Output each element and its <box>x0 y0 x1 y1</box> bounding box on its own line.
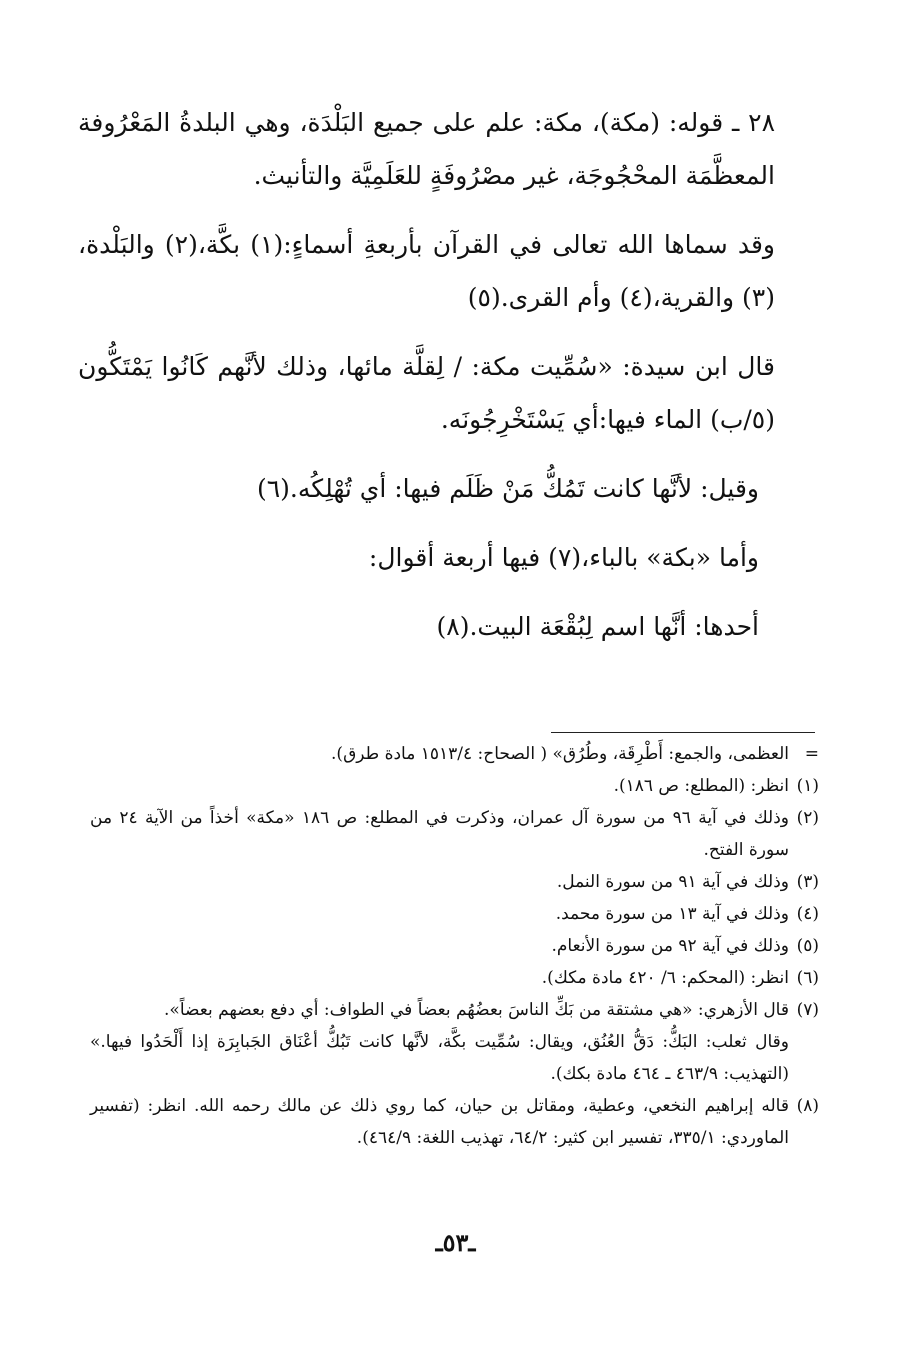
footnote-continuation <box>90 738 819 770</box>
footnote-marker: (٣) <box>796 872 819 892</box>
footnote-text: قاله إبراهيم النخعي، وعطية، ومقاتل بن حيان، كما روي ذلك عن مالك رحمه الله. انظر: (تفسير الماوردي: ٣٣٥/١، تفسير ابن كثير: ٦٤/٢، تهذيب اللغة: ٤٦٤/٩). <box>90 1096 789 1148</box>
footnote-text: العظمى، والجمع: أَطْرِقَة، وطُرُق» ( الصحاح: ١٥١٣/٤ مادة طرق). <box>331 744 789 764</box>
footnote-marker: (٤) <box>796 904 819 924</box>
footnote-marker: (٢) <box>796 808 819 828</box>
footnote-text: انظر: (المطلع: ص ١٨٦). <box>613 776 789 796</box>
paragraph-makkah-definition: ٢٨ ـ قوله: (مكة)، مكة: علم على جميع البَلْدَة، وهي البلدةُ المَعْرُوفة المعظَّمَة المحْجُوجَة، غير مصْرُوفَةٍ للعَلَمِيَّة والتأنيث. <box>78 108 775 190</box>
footnote-text: وذلك في آية ٩٦ من سورة آل عمران، وذكرت في المطلع: ص ١٨٦ «مكة» أخذاً من الآية ٢٤ من سورة الفتح. <box>90 808 789 860</box>
footnotes <box>90 738 819 1154</box>
footnote-divider <box>551 732 815 733</box>
paragraph-another-saying: وقيل: لأنَّها كانت تَمُكُّ مَنْ ظَلَم فيها: أي تُهْلِكُه.(٦) <box>256 474 759 503</box>
footnote-marker: (٥) <box>796 936 819 956</box>
footnote-3 <box>90 866 819 898</box>
paragraph-bakka: وأما «بكة» بالباء،(٧) فيها أربعة أقوال: <box>368 543 759 572</box>
footnote-8 <box>90 1090 819 1154</box>
paragraph-ibn-sida: قال ابن سيدة: «سُمِّيت مكة: / لِقلَّة مائها، وذلك لأنَّهم كَانُوا يَمْتَكُّون (٥/ب) الماء فيها:أي يَسْتَخْرِجُونَه. <box>78 352 775 434</box>
footnote-2 <box>90 802 819 866</box>
footnote-marker: (٦) <box>796 968 819 988</box>
footnote-text: وذلك في آية ٩١ من سورة النمل. <box>556 872 789 892</box>
footnote-5 <box>90 930 819 962</box>
main-text <box>78 96 819 669</box>
footnote-text: وذلك في آية ١٣ من سورة محمد. <box>555 904 789 924</box>
footnote-7-continuation: وقال ثعلب: البَكُّ: دَقُّ العُنُق، ويقال: سُمِّيت بكَّة، لأنَّها كانت تَبُكُّ أعْنَاق الجَبابِرَة إذا أَلْحَدُوا فيها.» (التهذيب: ٤٦٣/٩ ـ ٤٦٤ مادة بكك). <box>90 1032 789 1084</box>
footnote-text: انظر: (المحكم: ٦/ ٤٢٠ مادة مكك). <box>541 968 789 988</box>
footnote-6 <box>90 962 819 994</box>
footnote-4 <box>90 898 819 930</box>
footnote-marker: (٨) <box>796 1096 819 1116</box>
paragraph-first-opinion: أحدها: أنَّها اسم لِبُقْعَة البيت.(٨) <box>436 612 759 641</box>
paragraph-quran-names: وقد سماها الله تعالى في القرآن بأربعةِ أسماءٍ:(١) بكَّة،(٢) والبَلْدة،(٣) والقرية،(٤) وأم القرى.(٥) <box>78 230 775 312</box>
footnote-marker: = <box>804 744 819 764</box>
footnote-1 <box>90 770 819 802</box>
footnote-7 <box>90 994 819 1026</box>
footnote-text: قال الأزهري: «هي مشتقة من بَكِّ الناسَ بعضُهُم بعضاً في الطواف: أي دفع بعضهم بعضاً». <box>164 1000 789 1020</box>
footnote-marker: (٧) <box>796 1000 819 1020</box>
page-number: ـ٥٣ـ <box>435 1228 476 1257</box>
footnote-text: وذلك في آية ٩٢ من سورة الأنعام. <box>551 936 789 956</box>
footnote-marker: (١) <box>796 776 819 796</box>
